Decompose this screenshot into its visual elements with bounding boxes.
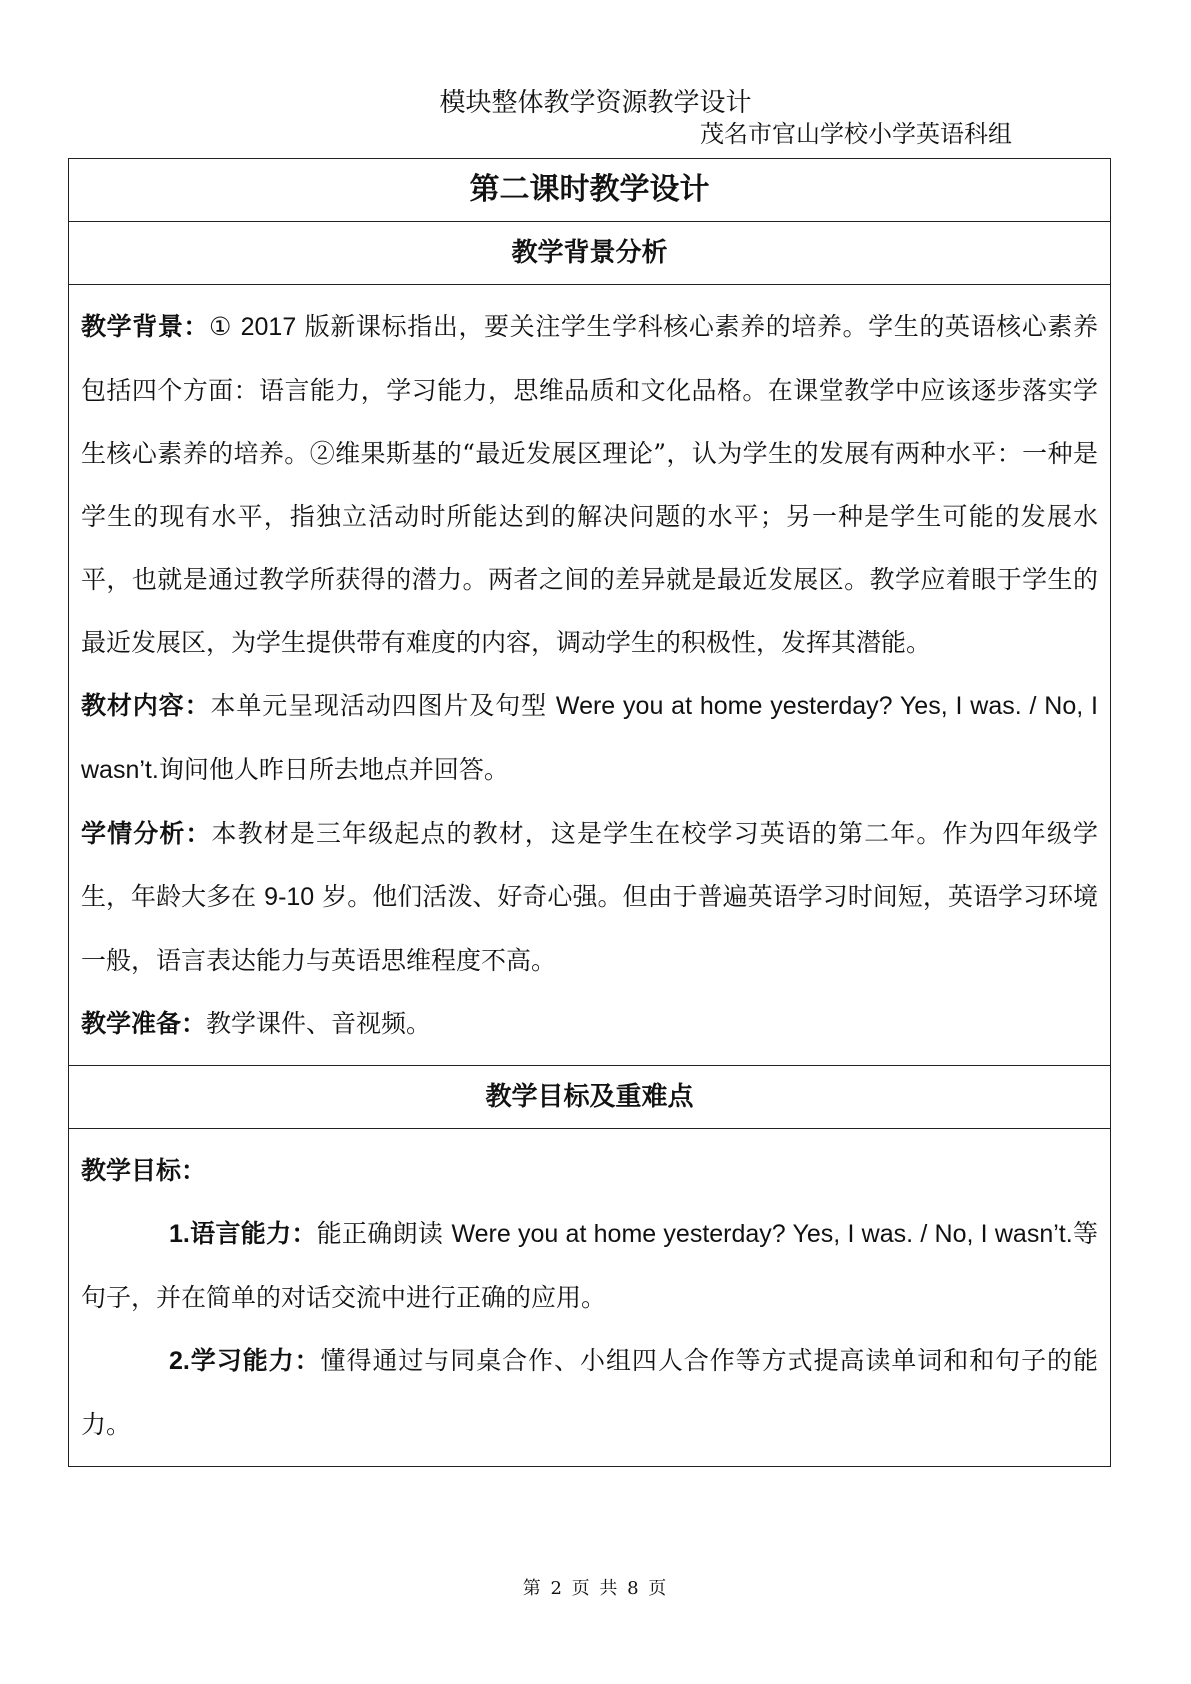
section-heading-objectives: 教学目标及重难点 <box>69 1066 1111 1129</box>
objectives-content <box>69 1129 1111 1467</box>
document-subtitle: 茂名市官山学校小学英语科组 <box>700 120 1012 148</box>
background-analysis-content <box>69 285 1111 1066</box>
paragraph-student-analysis: 学情分析：本教材是三年级起点的教材，这是学生在校学习英语的第二年。作为四年级学生，年龄大多在 9-10 岁。他们活泼、好奇心强。但由于普遍英语学习时间短，英语学习环境一般，语言表达能力与英语思维程度不高。 <box>81 819 1099 975</box>
paragraph-teaching-preparation: 教学准备：教学课件、音视频。 <box>81 1009 432 1038</box>
document-title: 模块整体教学资源教学设计 <box>439 88 752 118</box>
table-row <box>69 159 1111 222</box>
section-heading-background-analysis: 教学背景分析 <box>69 222 1111 285</box>
objective-item-learning: 2.学习能力：懂得通过与同桌合作、小组四人合作等方式提高读单词和和句子的能力。 <box>81 1346 1098 1439</box>
page-number-footer: 第 2 页 共 8 页 <box>522 1578 669 1599</box>
section-heading-lesson: 第二课时教学设计 <box>69 159 1111 222</box>
objective-item-language: 1.语言能力：能正确朗读 Were you at home yesterday? Yes, I was. / No, I wasn’t.等句子，并在简单的对话交流中进行正确的应用。 <box>81 1219 1098 1312</box>
paragraph-textbook-content: 教材内容：本单元呈现活动四图片及句型 Were you at home yesterday? Yes, I was. / No, I wasn’t.询问他人昨日所去地点并回答。 <box>81 691 1098 784</box>
label-teaching-preparation: 教学准备： <box>81 1009 207 1038</box>
table-row <box>69 222 1111 285</box>
label-teaching-objectives: 教学目标： <box>81 1156 207 1185</box>
paragraph-teaching-background: 教学背景：① 2017 版新课标指出，要关注学生学科核心素养的培养。学生的英语核心素养包括四个方面：语言能力，学习能力，思维品质和文化品格。在课堂教学中应该逐步落实学生核心素养的培养。②维果斯基的“最近发展区理论”，认为学生的发展有两种水平：一种是学生的现有水平，指独立活动时所能达到的解决问题的水平；另一种是学生可能的发展水平，也就是通过教学所获得的潜力。两者之间的差异就是最近发展区。教学应着眼于学生的最近发展区，为学生提供带有难度的内容，调动学生的积极性，发挥其潜能。 <box>81 312 1099 657</box>
table-row <box>69 285 1111 1066</box>
table-row <box>69 1066 1111 1129</box>
label-textbook-content: 教材内容： <box>81 691 211 720</box>
label-student-analysis: 学情分析： <box>81 819 212 848</box>
lesson-design-table <box>68 158 1111 1467</box>
label-teaching-background: 教学背景： <box>81 312 210 341</box>
table-row <box>69 1129 1111 1467</box>
